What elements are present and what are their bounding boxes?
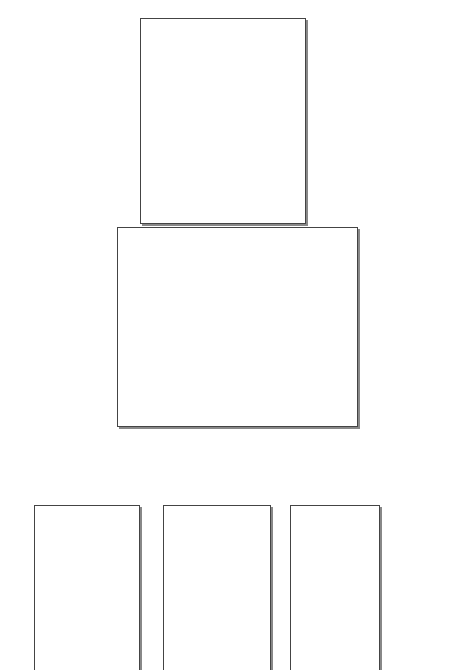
sentence-list	[140, 18, 306, 224]
answer-column-2	[163, 505, 271, 670]
answer-column-1	[34, 505, 140, 670]
definition-list	[117, 227, 358, 427]
answer-column-3	[290, 505, 380, 670]
